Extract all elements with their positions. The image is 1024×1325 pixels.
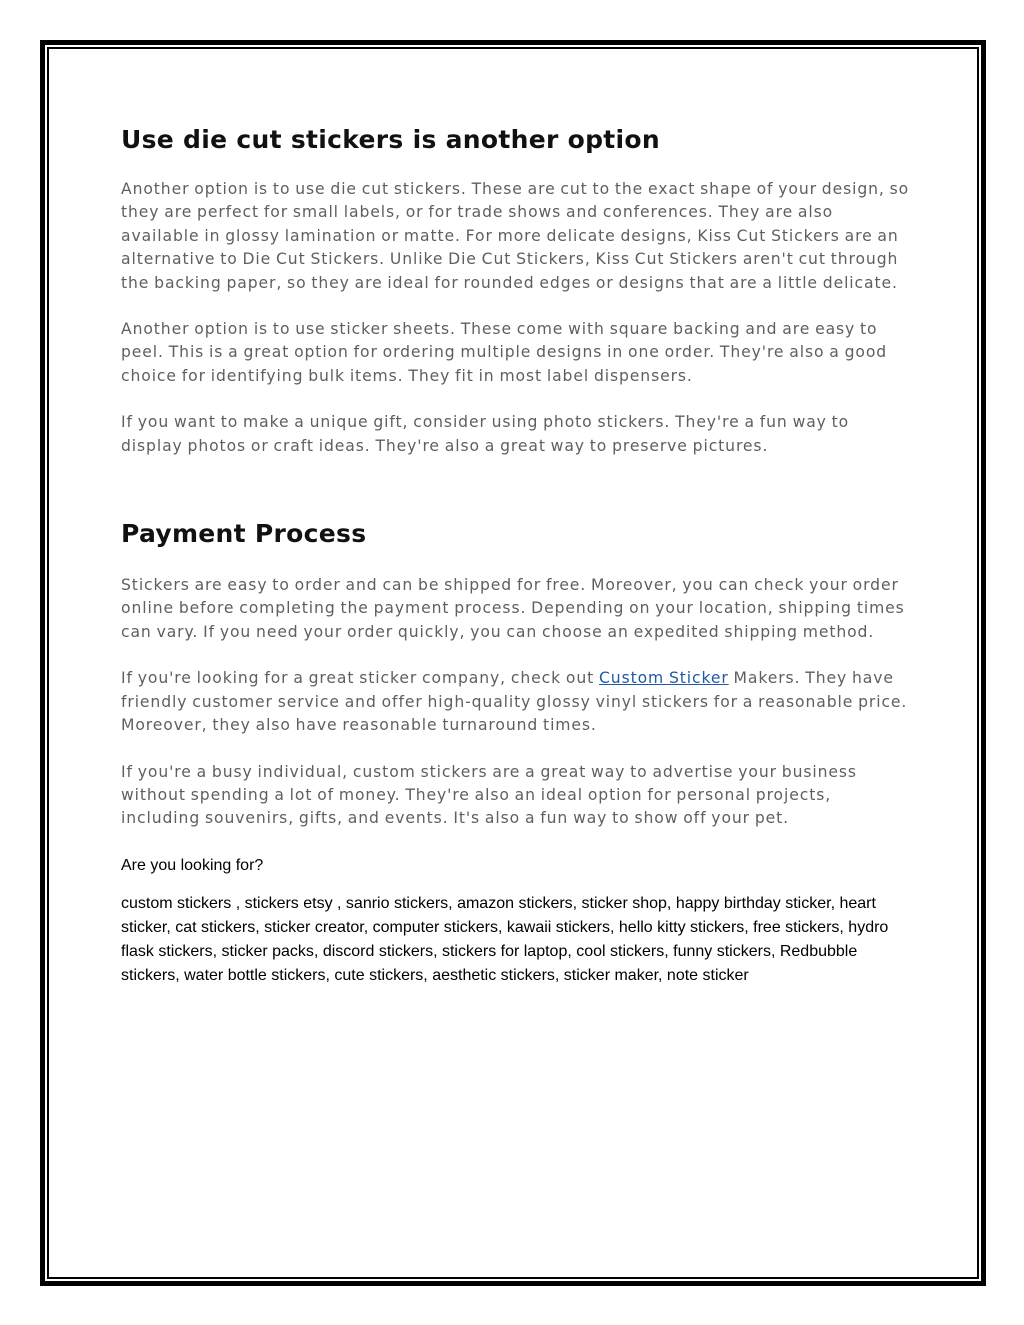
- document-content: [121, 118, 911, 988]
- looking-for-label: Are you looking for?: [121, 856, 264, 874]
- paragraph-text-after-link: Makers. They have friendly customer service and offer high-quality glossy vinyl stickers for a reasonable price. Moreover, they also have reasonable turnaround times.: [121, 669, 908, 735]
- section-heading-die-cut: Use die cut stickers is another option: [121, 125, 660, 154]
- keyword-list: custom stickers , stickers etsy , sanrio stickers, amazon stickers, sticker shop, happy birthday sticker, heart sticker, cat stickers, sticker creator, computer stickers, kawaii stickers, hello kitty stickers, free stickers, hydro flask stickers, sticker packs, discord stickers, stickers for laptop, cool stickers, funny stickers, Redbubble stickers, water bottle stickers, cute stickers, aesthetic stickers, sticker maker, note sticker: [121, 894, 889, 984]
- paragraph-sticker-sheets: Another option is to use sticker sheets. These come with square backing and are easy to peel. This is a great option for ordering multiple designs in one order. They're also a good choice for identifying bulk items. They fit in most label dispensers.: [121, 320, 888, 385]
- paragraph-sticker-company: [121, 667, 911, 737]
- paragraph-photo-stickers: If you want to make a unique gift, consider using photo stickers. They're a fun way to display photos or craft ideas. They're also a great way to preserve pictures.: [121, 413, 850, 455]
- section-heading-payment: Payment Process: [121, 519, 367, 549]
- custom-sticker-link[interactable]: Custom Sticker: [599, 669, 729, 688]
- paragraph-payment: Stickers are easy to order and can be shipped for free. Moreover, you can check your order online before completing the payment process. Depending on your location, shipping times can vary. If you need your order quickly, you can choose an expedited shipping method.: [121, 576, 905, 641]
- paragraph-die-cut: Another option is to use die cut stickers. These are cut to the exact shape of your design, so they are perfect for small labels, or for trade shows and conferences. They are also available in glossy lamination or matte. For more delicate designs, Kiss Cut Stickers are an alternative to Die Cut Stickers. Unlike Die Cut Stickers, Kiss Cut Stickers aren't cut through the backing paper, so they are ideal for rounded edges or designs that are a little delicate.: [121, 180, 910, 292]
- paragraph-text-before-link: If you're looking for a great sticker company, check out: [121, 669, 599, 688]
- paragraph-busy-individual: If you're a busy individual, custom stickers are a great way to advertise your business without spending a lot of money. They're also an ideal option for personal projects, including souvenirs, gifts, and events. It's also a fun way to show off your pet.: [121, 762, 857, 828]
